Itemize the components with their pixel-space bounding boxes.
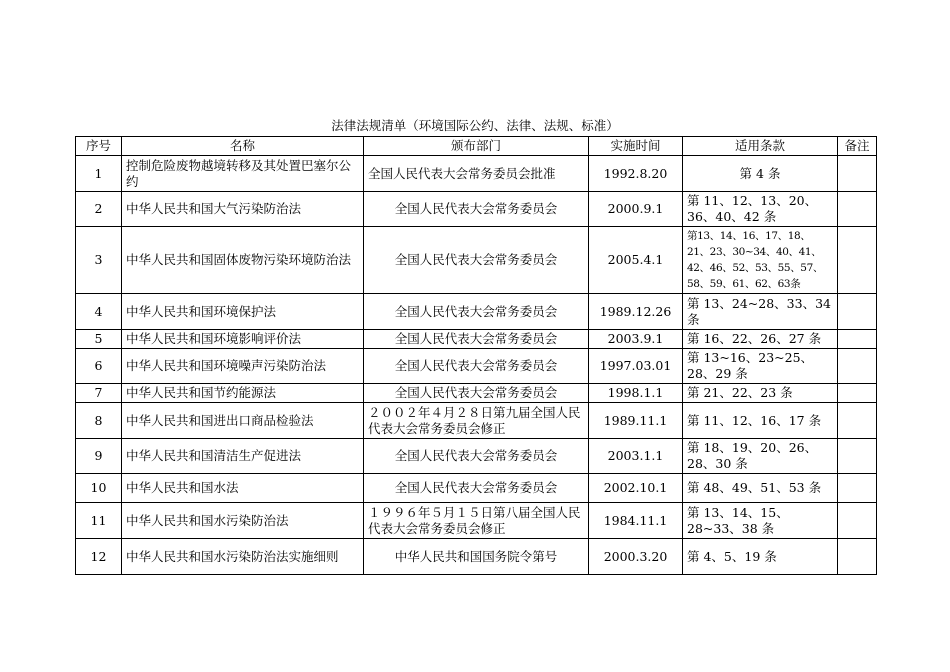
table-row <box>76 384 877 403</box>
cell-note <box>838 227 877 294</box>
cell-dept: 全国人民代表大会常务委员会批准 <box>364 156 589 192</box>
cell-clauses: 第 11、12、13、20、36、40、42 条 <box>683 192 838 227</box>
table-row <box>76 474 877 503</box>
cell-no: 11 <box>76 503 122 539</box>
cell-date: 1992.8.20 <box>589 156 683 192</box>
cell-date: 1989.11.1 <box>589 403 683 439</box>
cell-dept: 全国人民代表大会常务委员会 <box>364 330 589 349</box>
cell-no: 10 <box>76 474 122 503</box>
cell-note <box>838 192 877 227</box>
cell-dept: 全国人民代表大会常务委员会 <box>364 439 589 474</box>
cell-name: 中华人民共和国固体废物污染环境防治法 <box>122 227 364 294</box>
cell-no: 4 <box>76 294 122 330</box>
cell-date: 1984.11.1 <box>589 503 683 539</box>
cell-date: 2000.3.20 <box>589 539 683 575</box>
cell-clauses: 第 13、24~28、33、34 条 <box>683 294 838 330</box>
cell-name: 中华人民共和国环境影响评价法 <box>122 330 364 349</box>
cell-clauses: 第 21、22、23 条 <box>683 384 838 403</box>
cell-note <box>838 330 877 349</box>
table-row <box>76 349 877 384</box>
table-row <box>76 439 877 474</box>
header-date: 实施时间 <box>589 137 683 156</box>
table-row <box>76 503 877 539</box>
cell-dept: ２００２年４月２８日第九届全国人民代表大会常务委员会修正 <box>364 403 589 439</box>
cell-name: 中华人民共和国环境保护法 <box>122 294 364 330</box>
cell-name: 中华人民共和国水污染防治法实施细则 <box>122 539 364 575</box>
table-row <box>76 539 877 575</box>
cell-no: 5 <box>76 330 122 349</box>
cell-clauses: 第13、14、16、17、18、21、23、30~34、40、41、42、46、52、53、55、57、58、59、61、62、63条 <box>683 227 838 294</box>
cell-dept: １９９６年５月１５日第八届全国人民代表大会常务委员会修正 <box>364 503 589 539</box>
table-row <box>76 330 877 349</box>
cell-note <box>838 156 877 192</box>
cell-clauses: 第 16、22、26、27 条 <box>683 330 838 349</box>
table-row <box>76 192 877 227</box>
cell-note <box>838 384 877 403</box>
cell-dept: 中华人民共和国国务院令第号 <box>364 539 589 575</box>
table-row <box>76 403 877 439</box>
cell-name: 控制危险废物越境转移及其处置巴塞尔公约 <box>122 156 364 192</box>
cell-dept: 全国人民代表大会常务委员会 <box>364 474 589 503</box>
cell-date: 1989.12.26 <box>589 294 683 330</box>
cell-clauses: 第 48、49、51、53 条 <box>683 474 838 503</box>
cell-note <box>838 474 877 503</box>
header-name: 名称 <box>122 137 364 156</box>
cell-no: 8 <box>76 403 122 439</box>
cell-name: 中华人民共和国水污染防治法 <box>122 503 364 539</box>
cell-no: 12 <box>76 539 122 575</box>
header-clauses: 适用条款 <box>683 137 838 156</box>
cell-no: 6 <box>76 349 122 384</box>
cell-note <box>838 439 877 474</box>
cell-name: 中华人民共和国环境噪声污染防治法 <box>122 349 364 384</box>
table-row <box>76 227 877 294</box>
cell-clauses: 第 13、14、15、28~33、38 条 <box>683 503 838 539</box>
cell-date: 1997.03.01 <box>589 349 683 384</box>
cell-name: 中华人民共和国大气污染防治法 <box>122 192 364 227</box>
cell-name: 中华人民共和国清洁生产促进法 <box>122 439 364 474</box>
cell-name: 中华人民共和国进出口商品检验法 <box>122 403 364 439</box>
header-no: 序号 <box>76 137 122 156</box>
cell-clauses: 第 11、12、16、17 条 <box>683 403 838 439</box>
cell-no: 9 <box>76 439 122 474</box>
cell-clauses: 第 4、5、19 条 <box>683 539 838 575</box>
cell-dept: 全国人民代表大会常务委员会 <box>364 384 589 403</box>
table-row <box>76 294 877 330</box>
header-note: 备注 <box>838 137 877 156</box>
table-row <box>76 156 877 192</box>
cell-dept: 全国人民代表大会常务委员会 <box>364 349 589 384</box>
law-table <box>75 136 877 575</box>
cell-name: 中华人民共和国节约能源法 <box>122 384 364 403</box>
table-header-row <box>76 137 877 156</box>
cell-date: 2005.4.1 <box>589 227 683 294</box>
cell-note <box>838 403 877 439</box>
cell-note <box>838 539 877 575</box>
cell-date: 2003.9.1 <box>589 330 683 349</box>
cell-note <box>838 294 877 330</box>
cell-date: 2002.10.1 <box>589 474 683 503</box>
cell-note <box>838 503 877 539</box>
cell-note <box>838 349 877 384</box>
header-dept: 颁布部门 <box>364 137 589 156</box>
cell-clauses: 第 18、19、20、26、28、30 条 <box>683 439 838 474</box>
cell-no: 2 <box>76 192 122 227</box>
cell-clauses: 第 13~16、23~25、28、29 条 <box>683 349 838 384</box>
cell-date: 1998.1.1 <box>589 384 683 403</box>
cell-name: 中华人民共和国水法 <box>122 474 364 503</box>
cell-no: 3 <box>76 227 122 294</box>
cell-date: 2003.1.1 <box>589 439 683 474</box>
cell-no: 1 <box>76 156 122 192</box>
cell-dept: 全国人民代表大会常务委员会 <box>364 192 589 227</box>
cell-dept: 全国人民代表大会常务委员会 <box>364 294 589 330</box>
cell-no: 7 <box>76 384 122 403</box>
document-title: 法律法规清单（环境国际公约、法律、法规、标准） <box>331 118 619 133</box>
cell-dept: 全国人民代表大会常务委员会 <box>364 227 589 294</box>
cell-clauses: 第 4 条 <box>683 156 838 192</box>
cell-date: 2000.9.1 <box>589 192 683 227</box>
